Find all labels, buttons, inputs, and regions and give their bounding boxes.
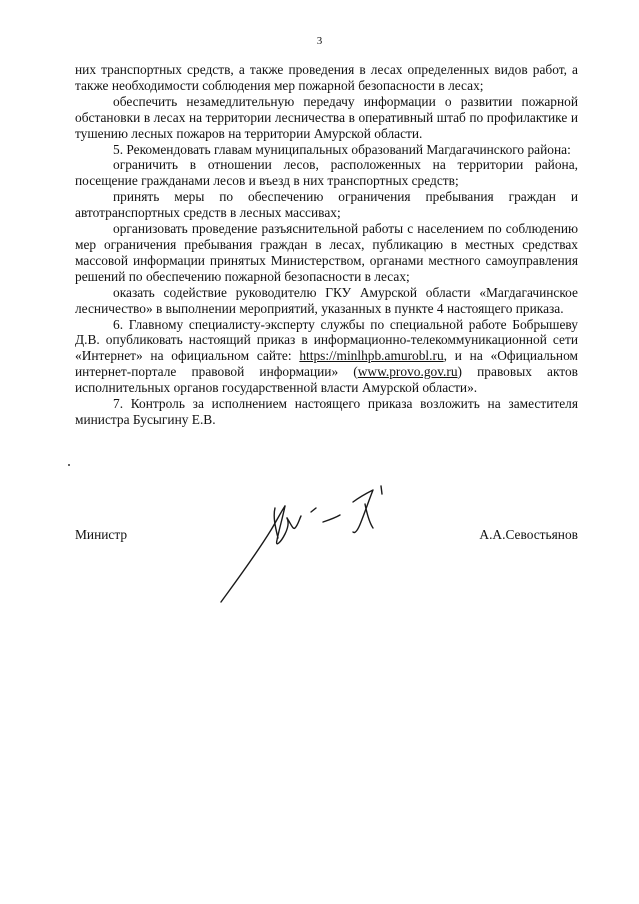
item6-text-before: 6. Главному специалисту-эксперту службы по специальной работе Бобрышеву Д.В. опубликовать настоящий приказ в информационно-телекоммуникационной сети «Интернет» на официальном сайте: [75,316,578,364]
document-body [75,62,578,428]
handwritten-signature-icon [215,478,405,608]
item6-text-middle: , и на «Официальном интернет-портале правовой информации» ( [75,348,578,380]
paragraph-item-7: 7. Контроль за исполнением настоящего приказа возложить на заместителя министра Бусыгину Е.В. [75,396,578,427]
page-number: 3 [316,35,323,47]
paragraph-item-5: 5. Рекомендовать главам муниципальных образований Магдагачинского района: [113,141,571,157]
paragraph-continuation: них транспортных средств, а также проведения в лесах определенных видов работ, а также необходимости соблюдения мер пожарной безопасности в лесах; [75,62,578,93]
paragraph-take-measures: принять меры по обеспечению ограничения пребывания граждан и автотранспортных средств в лесных массивах; [75,189,578,221]
paragraph-item-6 [75,317,578,397]
paragraph-organize-outreach: организовать проведение разъяснительной работы с населением по соблюдению мер ограничения пребывания граждан в лесах, публикацию в местных средствах массовой информации принятых Министерством, органами местного самоуправления решений по обеспечению пожарной безопасности в лесах; [75,221,578,284]
paragraph-ensure-information: обеспечить незамедлительную передачу информации о развитии пожарной обстановки в лесах на территории лесничества в оперативный штаб по профилактике и тушению лесных пожаров на территории Амурской области. [75,93,578,141]
item6-text-after: ) правовых актов исполнительных органов государственной власти Амурской области». [75,364,578,396]
signatory-name: А.А.Севостьянов [479,527,578,542]
legal-portal-link[interactable]: www.provo.gov.ru [357,364,458,380]
margin-mark [68,464,70,466]
signatory-title: Министр [75,527,128,542]
paragraph-assist-forestry: оказать содействие руководителю ГКУ Амурской области «Магдагачинское лесничество» в выполнении мероприятий, указанных в пункте 4 настоящего приказа. [75,284,578,316]
paragraph-restrict-access: ограничить в отношении лесов, расположенных на территории района, посещение гражданами лесов и въезд в них транспортных средств; [75,157,578,189]
ministry-site-link[interactable]: https://minlhpb.amurobl.ru [299,348,444,364]
